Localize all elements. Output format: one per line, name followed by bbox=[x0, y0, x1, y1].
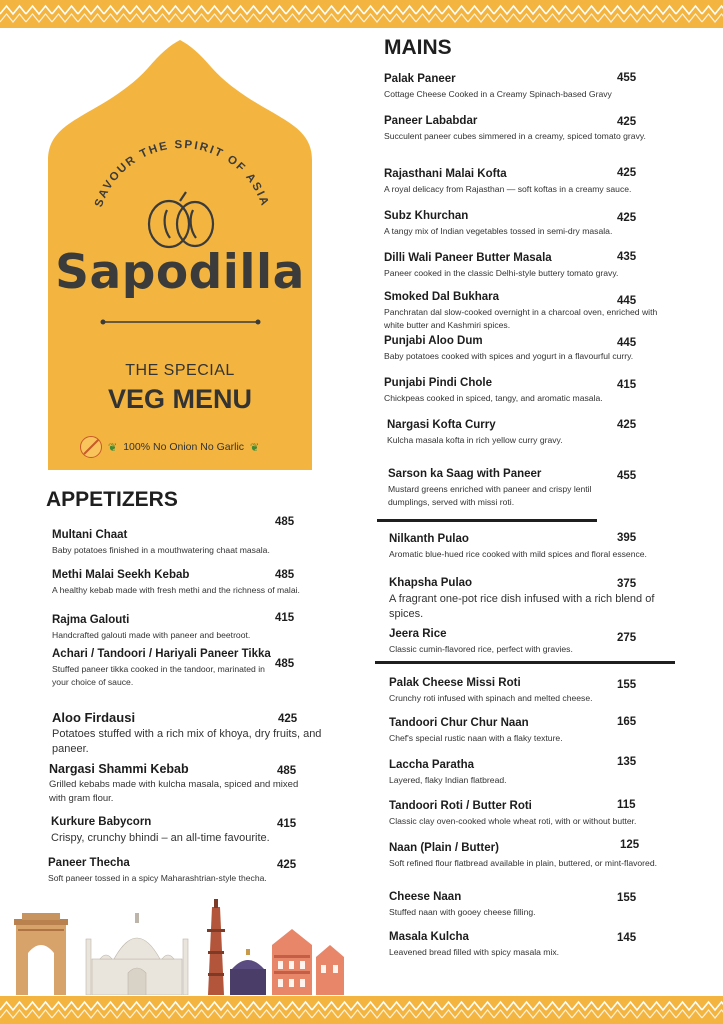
item-price: 395 bbox=[617, 532, 637, 544]
item-price: 415 bbox=[275, 612, 295, 624]
item-price: 155 bbox=[617, 679, 637, 691]
item-name: Kurkure Babycorn bbox=[51, 816, 152, 828]
dietary-note-text: 100% No Onion No Garlic bbox=[123, 441, 245, 453]
item-name: Nargasi Shammi Kebab bbox=[49, 762, 189, 776]
item-description: A healthy kebab made with fresh methi and the richness of malai. bbox=[52, 585, 300, 595]
menu-subtitle: THE SPECIAL bbox=[125, 362, 235, 379]
menu-item bbox=[388, 467, 608, 508]
item-description: Succulent paneer cubes simmered in a creamy, spiced tomato gravy. bbox=[384, 131, 646, 141]
item-name: Subz Khurchan bbox=[384, 210, 469, 222]
item-name: Tandoori Roti / Butter Roti bbox=[389, 800, 532, 812]
item-price: 425 bbox=[617, 212, 637, 224]
menu-title: VEG MENU bbox=[107, 384, 253, 414]
item-name: Achari / Tandoori / Hariyali Paneer Tikka bbox=[52, 648, 271, 660]
item-price: 425 bbox=[617, 419, 637, 431]
item-description: Classic clay oven-cooked whole wheat roti, with or without butter. bbox=[389, 816, 637, 826]
item-description: Soft paneer tossed in a spicy Maharashtrian-style thecha. bbox=[48, 873, 267, 883]
item-price: 485 bbox=[275, 569, 295, 581]
item-description: Crunchy roti infused with spinach and melted cheese. bbox=[389, 693, 593, 703]
item-name: Dilli Wali Paneer Butter Masala bbox=[384, 252, 552, 264]
item-description: Soft refined flour flatbread available in plain, buttered, or mint-flavored. bbox=[389, 858, 657, 868]
bottom-border-pattern bbox=[0, 996, 723, 1024]
item-description: Kulcha masala kofta in rich yellow curry gravy. bbox=[387, 435, 563, 445]
item-description: A fragrant one-pot rice dish infused with a rich blend of spices. bbox=[389, 593, 655, 620]
item-price: 425 bbox=[278, 713, 298, 725]
item-price: 275 bbox=[617, 632, 637, 644]
item-description: Layered, flaky Indian flatbread. bbox=[389, 775, 507, 785]
menu-item bbox=[52, 528, 317, 557]
item-description: Paneer cooked in the classic Delhi-style buttery tomato gravy. bbox=[384, 268, 619, 278]
item-price: 125 bbox=[620, 839, 640, 851]
item-price: 425 bbox=[277, 859, 297, 871]
brand-tagline: SAVOUR THE SPIRIT OF ASIA bbox=[92, 138, 272, 209]
item-description: Cottage Cheese Cooked in a Creamy Spinach-based Gravy bbox=[384, 89, 612, 99]
item-description: Stuffed naan with gooey cheese filling. bbox=[389, 907, 536, 917]
item-name: Rajma Galouti bbox=[52, 614, 130, 626]
item-description: Classic cumin-flavored rice, perfect with gravies. bbox=[389, 644, 573, 654]
section-divider bbox=[377, 519, 597, 522]
item-description: Potatoes stuffed with a rich mix of khoya, dry fruits, and paneer. bbox=[52, 728, 322, 755]
item-description: Leavened bread filled with spicy masala mix. bbox=[389, 947, 560, 957]
item-name: Paneer Lababdar bbox=[384, 115, 478, 127]
item-price: 425 bbox=[617, 116, 637, 128]
svg-text:SAVOUR THE SPIRIT OF ASIA bbox=[93, 139, 271, 209]
item-price: 485 bbox=[277, 765, 297, 777]
item-description: Grilled kebabs made with kulcha masala, spiced and mixed with gram flour. bbox=[49, 779, 299, 804]
item-description: A tangy mix of Indian vegetables tossed in semi-dry masala. bbox=[384, 226, 613, 236]
item-description: Chef's special rustic naan with a flaky texture. bbox=[389, 733, 563, 743]
menu-item bbox=[52, 613, 312, 642]
item-description: Baby potatoes finished in a mouthwatering chaat masala. bbox=[52, 545, 270, 555]
dietary-note bbox=[80, 436, 259, 458]
item-price: 415 bbox=[617, 379, 637, 391]
brand-panel bbox=[48, 40, 312, 470]
menu-item bbox=[52, 568, 302, 597]
leaf-icon: ❦ bbox=[250, 441, 260, 454]
item-price: 135 bbox=[617, 756, 637, 768]
top-border-pattern bbox=[0, 0, 723, 28]
item-name: Cheese Naan bbox=[389, 891, 462, 903]
item-description: Panchratan dal slow-cooked overnight in a charcoal oven, enriched with white butter and Kashmiri spices. bbox=[384, 307, 658, 330]
item-name: Tandoori Chur Chur Naan bbox=[389, 717, 529, 729]
item-name: Punjabi Pindi Chole bbox=[384, 377, 492, 389]
item-description: Crispy, crunchy bhindi – an all-time favourite. bbox=[51, 832, 270, 844]
leaf-icon: ❦ bbox=[108, 441, 118, 454]
item-price: 115 bbox=[617, 799, 636, 811]
item-name: Naan (Plain / Butter) bbox=[389, 842, 499, 854]
brand-name: Sapodilla bbox=[55, 245, 305, 300]
item-name: Paneer Thecha bbox=[48, 857, 130, 869]
item-name: Smoked Dal Bukhara bbox=[384, 291, 500, 303]
item-description: Stuffed paneer tikka cooked in the tandoor, marinated in your choice of sauce. bbox=[52, 664, 265, 687]
item-description: Mustard greens enriched with paneer and crispy lentil dumplings, served with missi roti. bbox=[388, 484, 592, 507]
item-description: A royal delicacy from Rajasthan — soft koftas in a creamy sauce. bbox=[384, 184, 632, 194]
item-price: 445 bbox=[617, 337, 637, 349]
item-name: Palak Paneer bbox=[384, 73, 456, 85]
item-name: Punjabi Aloo Dum bbox=[384, 335, 483, 347]
item-price: 415 bbox=[277, 818, 297, 830]
item-name: Nilkanth Pulao bbox=[389, 533, 469, 545]
item-name: Palak Cheese Missi Roti bbox=[389, 677, 521, 689]
item-description: Handcrafted galouti made with paneer and beetroot. bbox=[52, 630, 251, 640]
item-price: 485 bbox=[275, 516, 295, 528]
border-pattern-icon bbox=[0, 0, 723, 28]
menu-item bbox=[49, 762, 314, 806]
item-name: Laccha Paratha bbox=[389, 759, 475, 771]
item-price: 155 bbox=[617, 892, 637, 904]
item-name: Khapsha Pulao bbox=[389, 577, 473, 589]
item-description: Chickpeas cooked in spiced, tangy, and aromatic masala. bbox=[384, 393, 603, 403]
item-price: 445 bbox=[617, 295, 637, 307]
monuments-skyline-icon bbox=[12, 895, 352, 995]
section-divider bbox=[375, 661, 675, 664]
item-name: Nargasi Kofta Curry bbox=[387, 419, 496, 431]
item-price: 435 bbox=[617, 251, 637, 263]
item-price: 165 bbox=[617, 716, 637, 728]
item-name: Aloo Firdausi bbox=[52, 710, 136, 725]
item-name: Jeera Rice bbox=[389, 628, 447, 640]
item-price: 145 bbox=[617, 932, 637, 944]
item-name: Masala Kulcha bbox=[389, 931, 469, 943]
item-name: Methi Malai Seekh Kebab bbox=[52, 569, 190, 581]
menu-item bbox=[52, 647, 272, 688]
item-price: 425 bbox=[617, 167, 637, 179]
item-price: 375 bbox=[617, 578, 637, 590]
appetizers-heading: APPETIZERS bbox=[46, 488, 178, 511]
no-onion-garlic-icon bbox=[80, 436, 102, 458]
item-name: Rajasthani Malai Kofta bbox=[384, 168, 507, 180]
item-price: 455 bbox=[617, 72, 637, 84]
mains-heading: MAINS bbox=[384, 36, 452, 59]
menu-item bbox=[384, 72, 624, 101]
menu-item bbox=[389, 799, 689, 828]
item-description: Aromatic blue-hued rice cooked with mild spices and floral essence. bbox=[389, 549, 647, 559]
item-name: Multani Chaat bbox=[52, 529, 128, 541]
item-name: Sarson ka Saag with Paneer bbox=[388, 468, 542, 480]
item-price: 455 bbox=[617, 470, 637, 482]
item-price: 485 bbox=[275, 658, 295, 670]
border-pattern-icon bbox=[0, 996, 723, 1024]
item-description: Baby potatoes cooked with spices and yogurt in a flavourful curry. bbox=[384, 351, 634, 361]
